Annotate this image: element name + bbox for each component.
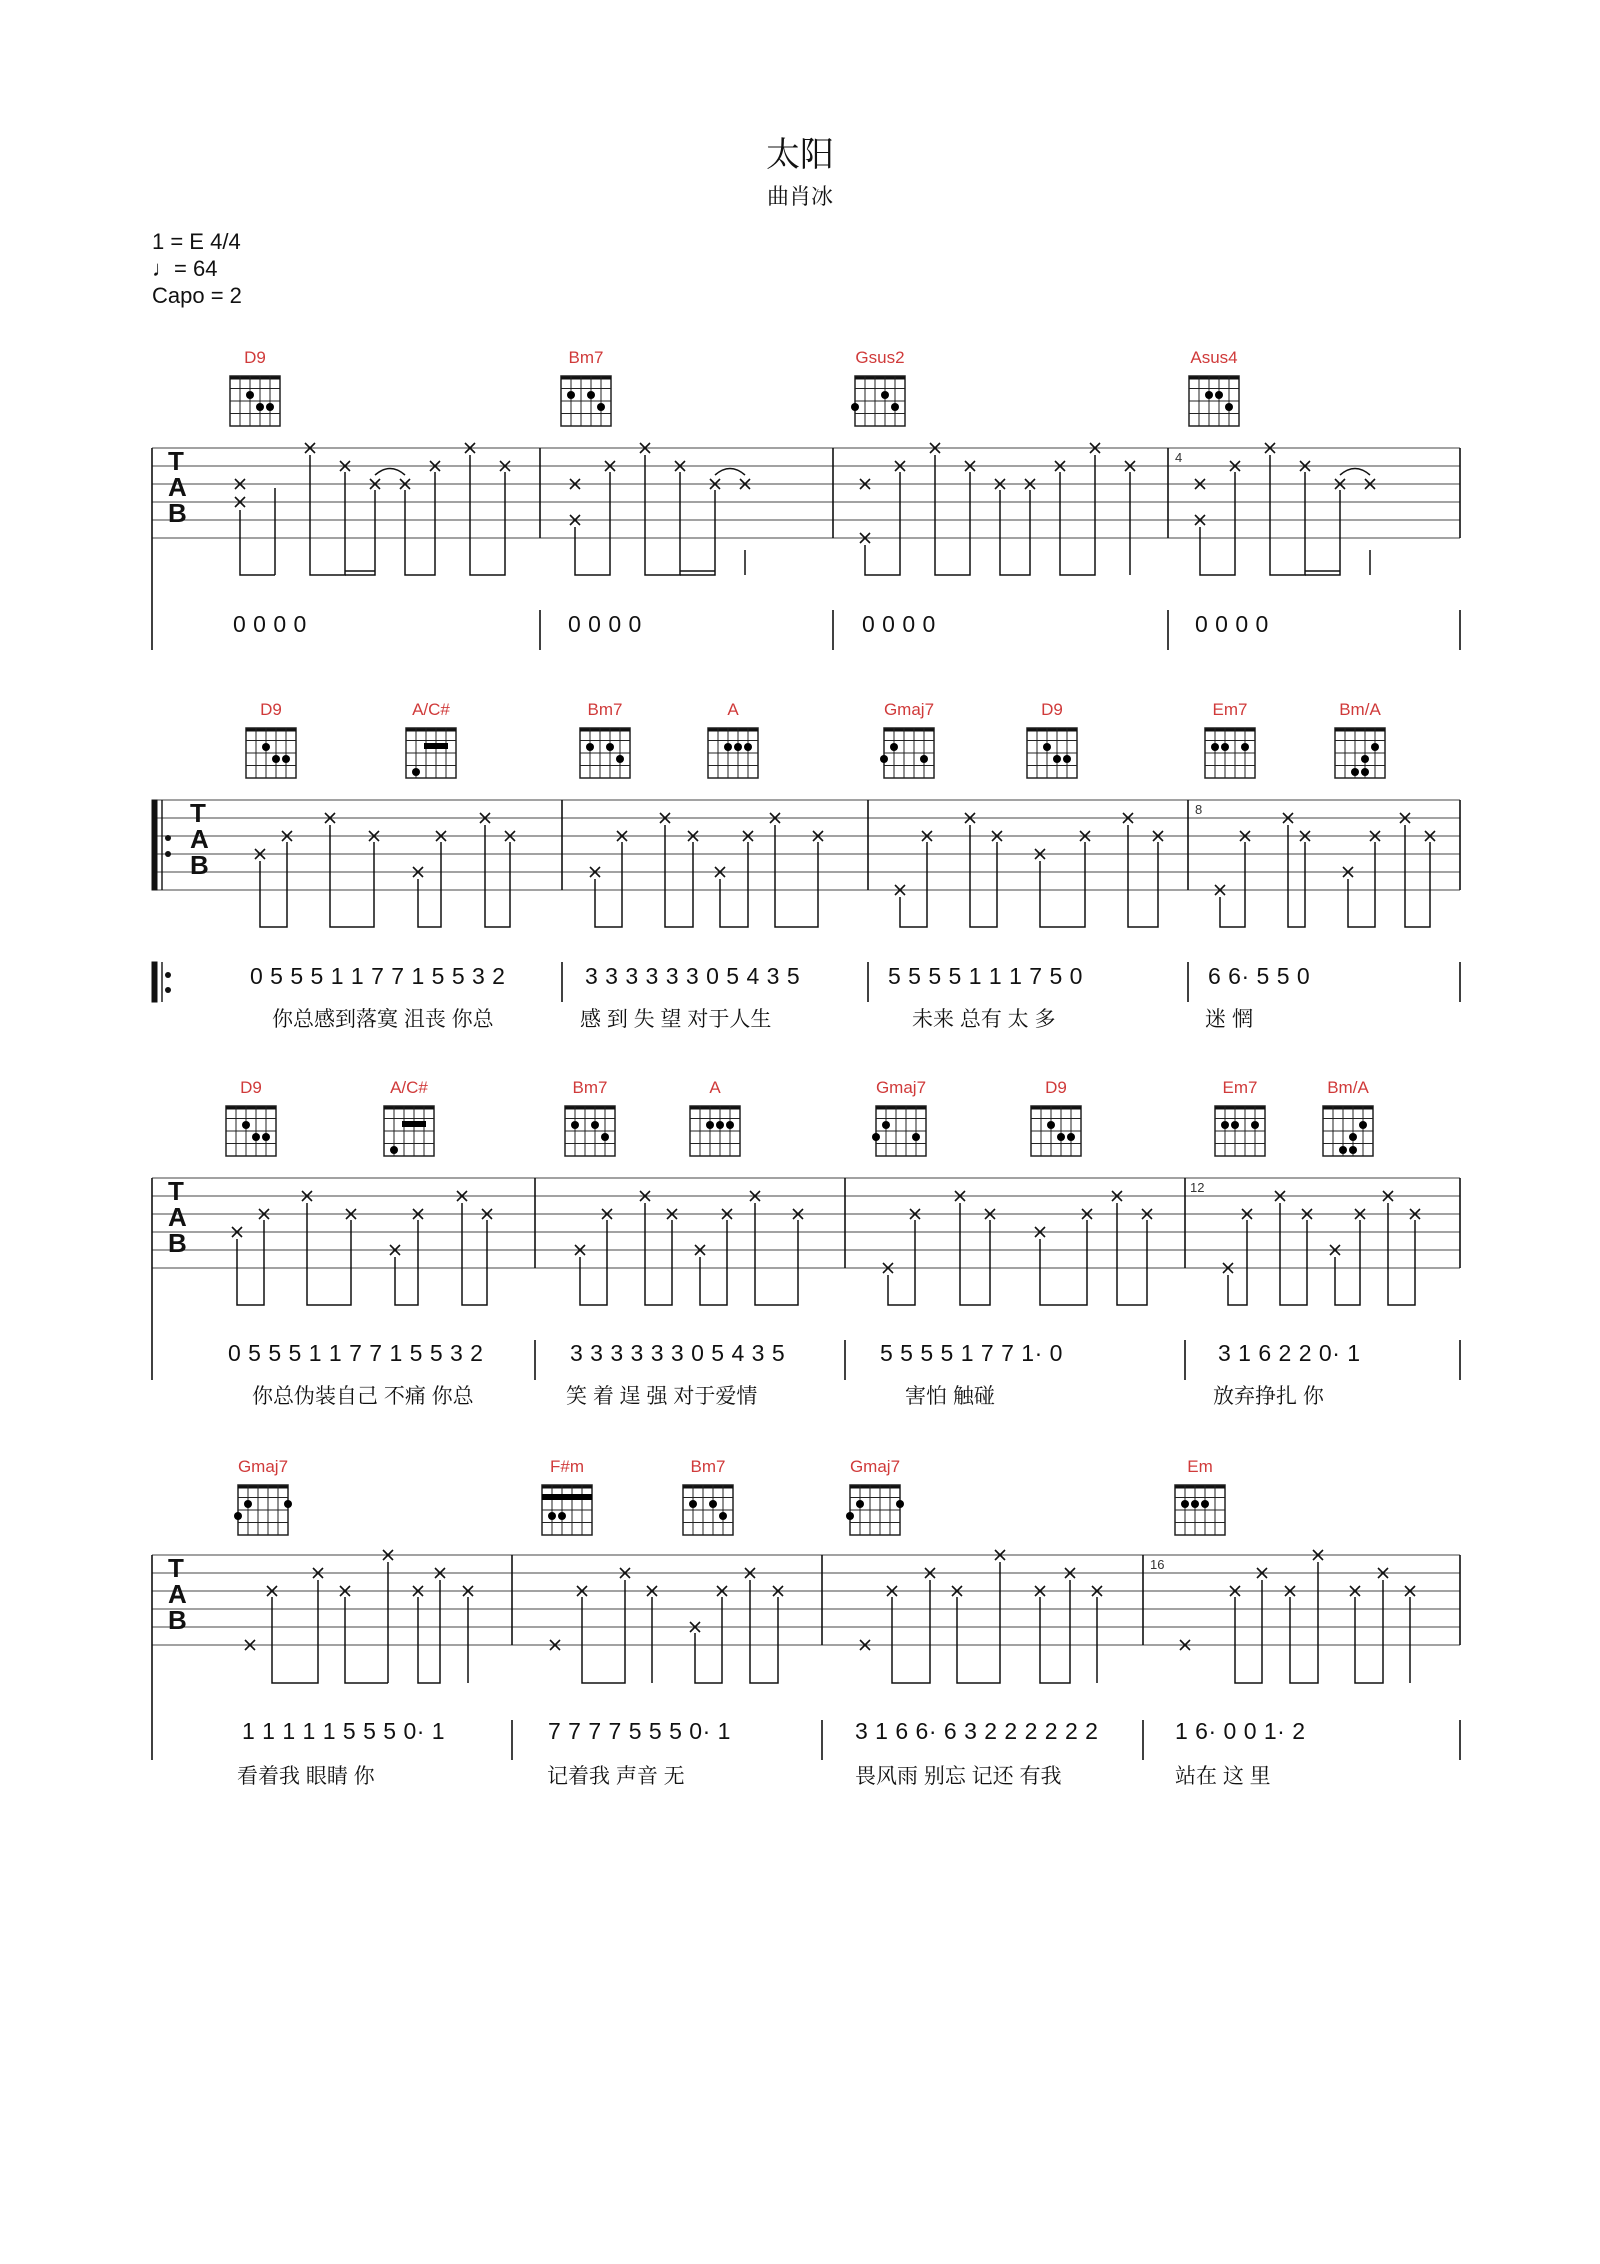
- measure-number: 16: [1150, 1557, 1165, 1572]
- chord-diagram: [542, 1485, 592, 1535]
- chord-diagram: [872, 1106, 926, 1156]
- chord-diagram: [580, 728, 630, 778]
- lyric-line: 放弃挣扎 你: [1213, 1385, 1324, 1408]
- jianpu-measure: 6 6· 5 5 0: [1208, 963, 1311, 989]
- chord-diagram: [230, 376, 280, 426]
- jianpu-measure: 0 5 5 5 1 1 7 7 1 5 5 3 2: [250, 963, 506, 989]
- chord-label: D9: [240, 1078, 262, 1097]
- lyric-line: 你总伪装自己 不痛 你总: [252, 1385, 474, 1408]
- tab-notes: [235, 443, 1375, 543]
- chord-diagram: [851, 376, 905, 426]
- chord-label: D9: [1045, 1078, 1067, 1097]
- jianpu-measure: 0 0 0 0: [862, 611, 936, 637]
- song-title: 太阳: [766, 136, 834, 174]
- lyric-line: 笑 着 逞 强 对于爱情: [566, 1385, 758, 1408]
- chord-label: D9: [244, 348, 266, 367]
- jianpu-measure: 1 1 1 1 1 5 5 5 0· 1: [242, 1718, 446, 1744]
- chord-diagram: [1027, 728, 1077, 778]
- tab-clef: [168, 446, 209, 1635]
- jianpu-measure: 5 5 5 5 1 1 1 7 5 0: [888, 963, 1083, 989]
- chord-diagram: [384, 1106, 434, 1156]
- chord-label: Bm7: [572, 1078, 608, 1097]
- tab-staff: [152, 448, 1460, 538]
- jianpu-measure: 5 5 5 5 1 7 7 1· 0: [880, 1340, 1063, 1366]
- chord-label: Bm/A: [1327, 1078, 1369, 1097]
- chord-label: Asus4: [1190, 348, 1238, 367]
- svg-text:T: T: [168, 446, 184, 476]
- svg-text:B: B: [168, 1605, 187, 1635]
- jianpu-measure: 0 0 0 0: [1195, 611, 1269, 637]
- chord-label: Bm/A: [1339, 700, 1381, 719]
- chord-label: A: [727, 700, 739, 719]
- chord-label: Em7: [1212, 700, 1248, 719]
- lyric-line: 你总感到落寞 沮丧 你总: [272, 1008, 494, 1031]
- chord-diagram: [1205, 728, 1255, 778]
- jianpu-measure: 3 1 6 2 2 0· 1: [1218, 1340, 1361, 1366]
- chord-diagram: [880, 728, 934, 778]
- chord-label: Em7: [1222, 1078, 1258, 1097]
- lyric-line: 看着我 眼睛 你: [237, 1765, 375, 1788]
- svg-text:T: T: [190, 798, 206, 828]
- chord-diagram: [565, 1106, 615, 1156]
- svg-text:T: T: [168, 1553, 184, 1583]
- jianpu-measure: 0 0 0 0: [233, 611, 307, 637]
- chord-diagram: [1335, 728, 1385, 778]
- chord-label: Gmaj7: [875, 1078, 927, 1097]
- tempo-marking: ♩= 64: [152, 256, 218, 281]
- svg-text:B: B: [168, 498, 187, 528]
- svg-text:T: T: [168, 1176, 184, 1206]
- jianpu-measure: 3 3 3 3 3 3 0 5 4 3 5: [585, 963, 801, 989]
- chord-diagram: [1215, 1106, 1265, 1156]
- measure-number: 4: [1175, 450, 1183, 465]
- svg-text:A: A: [168, 1579, 187, 1609]
- svg-text:A: A: [168, 472, 187, 502]
- svg-text:A: A: [168, 1202, 187, 1232]
- chord-diagram: [846, 1485, 904, 1535]
- chord-diagram: [406, 728, 456, 778]
- lyric-line: 记着我 声音 无: [547, 1765, 685, 1788]
- chord-diagram: [226, 1106, 276, 1156]
- jianpu-measure: 1 6· 0 0 1· 2: [1175, 1718, 1306, 1744]
- key-signature: 1 = E 4/4: [152, 229, 241, 254]
- chord-label: Em: [1187, 1457, 1213, 1476]
- chord-label: Gmaj7: [849, 1457, 901, 1476]
- chord-diagram: [561, 376, 611, 426]
- chord-diagram: [1189, 376, 1239, 426]
- chord-diagram: [246, 728, 296, 778]
- chord-label: D9: [1041, 700, 1063, 719]
- lyric-line: 未来 总有 太 多: [912, 1008, 1056, 1031]
- lyric-line: 迷 惘: [1205, 1008, 1253, 1031]
- jianpu-measure: 3 1 6 6· 6 3 2 2 2 2 2 2: [855, 1718, 1099, 1744]
- measure-number: 12: [1190, 1180, 1205, 1195]
- chord-label: Gmaj7: [237, 1457, 289, 1476]
- chord-label: Gsus2: [855, 348, 905, 367]
- chord-label: Bm7: [568, 348, 604, 367]
- chord-diagram: [708, 728, 758, 778]
- chord-label: A/C#: [412, 700, 450, 719]
- chord-diagram: [690, 1106, 740, 1156]
- lyric-line: 畏风雨 别忘 记还 有我: [855, 1765, 1062, 1788]
- chord-label: Bm7: [587, 700, 623, 719]
- jianpu-measure: 0 0 0 0: [568, 611, 642, 637]
- measure-number: 8: [1195, 802, 1203, 817]
- svg-text:A: A: [190, 824, 209, 854]
- svg-text:B: B: [190, 850, 209, 880]
- capo-marking: Capo = 2: [152, 283, 242, 308]
- chord-label: A/C#: [390, 1078, 428, 1097]
- chord-diagram: [683, 1485, 733, 1535]
- jianpu-measure: 7 7 7 7 5 5 5 0· 1: [548, 1718, 731, 1744]
- jianpu-measure: 3 3 3 3 3 3 0 5 4 3 5: [570, 1340, 786, 1366]
- chord-diagram: [1323, 1106, 1373, 1156]
- chord-label: F#m: [550, 1457, 584, 1476]
- chord-diagram: [1175, 1485, 1225, 1535]
- chord-diagram: [234, 1485, 292, 1535]
- chord-label: A: [709, 1078, 721, 1097]
- chord-label: Bm7: [690, 1457, 726, 1476]
- lyric-line: 害怕 触碰: [905, 1385, 995, 1408]
- jianpu-measure: 0 5 5 5 1 1 7 7 1 5 5 3 2: [228, 1340, 484, 1366]
- lyric-line: 站在 这 里: [1175, 1765, 1271, 1788]
- chord-label: Gmaj7: [883, 700, 935, 719]
- lyric-line: 感 到 失 望 对于人生: [580, 1008, 772, 1031]
- chord-label: D9: [260, 700, 282, 719]
- song-artist: 曲肖冰: [766, 184, 833, 209]
- chord-diagram: [1031, 1106, 1081, 1156]
- svg-text:B: B: [168, 1228, 187, 1258]
